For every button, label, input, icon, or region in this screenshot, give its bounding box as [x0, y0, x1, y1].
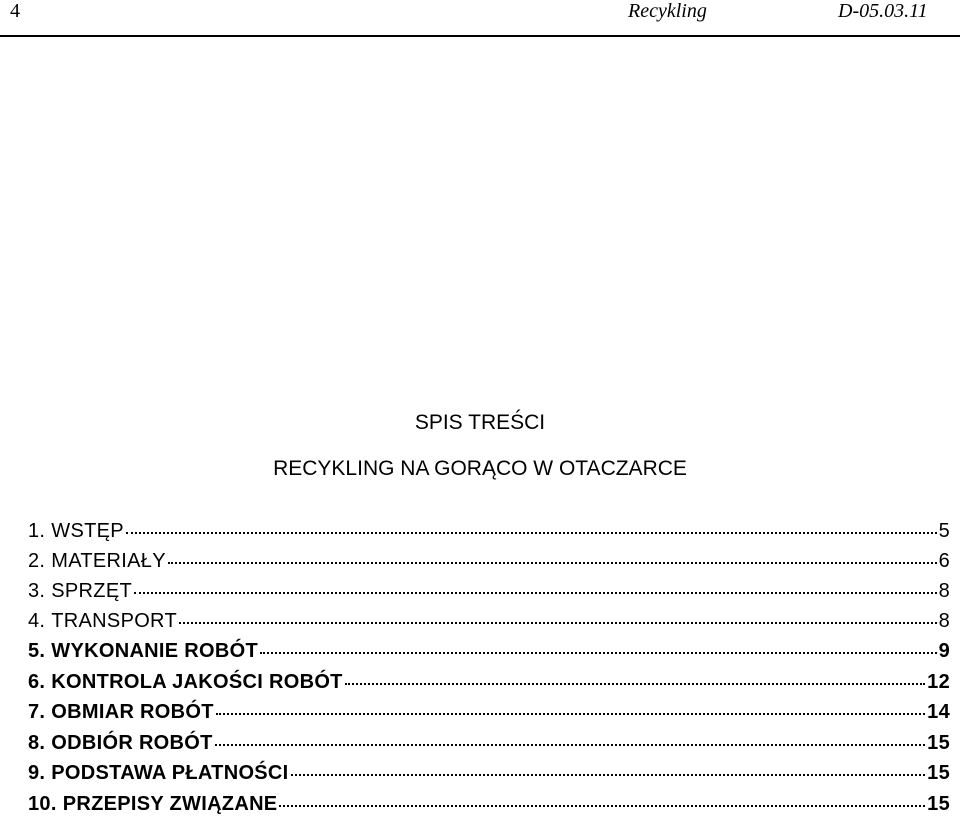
toc-entry-number: 8. — [28, 728, 45, 758]
toc-entry-page: 12 — [927, 667, 950, 697]
toc-title: SPIS TREŚCI — [0, 411, 960, 435]
document-code: D-05.03.11 — [838, 0, 928, 23]
toc-dot-leader — [215, 744, 925, 746]
toc-dot-leader — [216, 713, 925, 715]
toc-entry-label: SPRZĘT — [51, 576, 132, 606]
toc-dot-leader — [179, 622, 937, 624]
toc-entry-wykonanie-robot[interactable] — [28, 636, 950, 667]
toc-dot-leader — [168, 562, 937, 564]
toc-entry-wstep[interactable] — [28, 516, 950, 546]
toc-entry-obmiar-robot[interactable] — [28, 697, 950, 728]
toc-entry-number: 9. — [28, 758, 45, 788]
toc-entry-transport[interactable] — [28, 606, 950, 636]
header-divider — [0, 35, 960, 37]
toc-entry-sprzet[interactable] — [28, 576, 950, 606]
toc-entry-przepisy-zwiazane[interactable] — [28, 789, 950, 819]
toc-dot-leader — [345, 683, 925, 685]
toc-entry-number: 2. — [28, 546, 45, 576]
toc-entry-number: 5. — [28, 636, 45, 666]
toc-entry-page: 8 — [939, 576, 950, 606]
document-title: Recykling — [628, 0, 707, 23]
toc-entry-podstawa-platnosci[interactable] — [28, 758, 950, 789]
toc-entry-page: 6 — [939, 546, 950, 576]
toc-dot-leader — [291, 774, 926, 776]
toc-dot-leader — [134, 592, 937, 594]
toc-entry-page: 15 — [927, 758, 950, 788]
table-of-contents — [28, 516, 950, 819]
toc-entry-page: 14 — [927, 697, 950, 727]
toc-entry-label: WSTĘP — [51, 516, 124, 546]
toc-entry-kontrola-jakosci[interactable] — [28, 667, 950, 698]
page-header — [0, 0, 960, 36]
toc-entry-label: PODSTAWA PŁATNOŚCI — [51, 758, 288, 788]
toc-dot-leader — [260, 652, 937, 654]
toc-entry-number: 4. — [28, 606, 45, 636]
toc-entry-page: 5 — [939, 516, 950, 546]
toc-entry-materialy[interactable] — [28, 546, 950, 576]
toc-subtitle: RECYKLING NA GORĄCO W OTACZARCE — [0, 457, 960, 481]
toc-entry-label: WYKONANIE ROBÓT — [51, 636, 258, 666]
toc-entry-label: ODBIÓR ROBÓT — [51, 728, 212, 758]
toc-entry-label: OBMIAR ROBÓT — [51, 697, 213, 727]
toc-entry-label: TRANSPORT — [51, 606, 177, 636]
toc-entry-odbior-robot[interactable] — [28, 728, 950, 759]
toc-entry-label: MATERIAŁY — [51, 546, 166, 576]
toc-entry-page: 15 — [927, 789, 950, 819]
toc-entry-number: 3. — [28, 576, 45, 606]
toc-entry-number: 6. — [28, 667, 45, 697]
toc-entry-page: 9 — [939, 636, 950, 666]
toc-entry-page: 8 — [939, 606, 950, 636]
toc-entry-number: 7. — [28, 697, 45, 727]
page-number: 4 — [10, 0, 20, 23]
toc-entry-number: 1. — [28, 516, 45, 546]
toc-dot-leader — [126, 532, 937, 534]
toc-dot-leader — [279, 805, 925, 807]
toc-entry-page: 15 — [927, 728, 950, 758]
toc-entry-number: 10. — [28, 789, 57, 819]
toc-entry-label: KONTROLA JAKOŚCI ROBÓT — [51, 667, 342, 697]
toc-entry-label: PRZEPISY ZWIĄZANE — [63, 789, 278, 819]
